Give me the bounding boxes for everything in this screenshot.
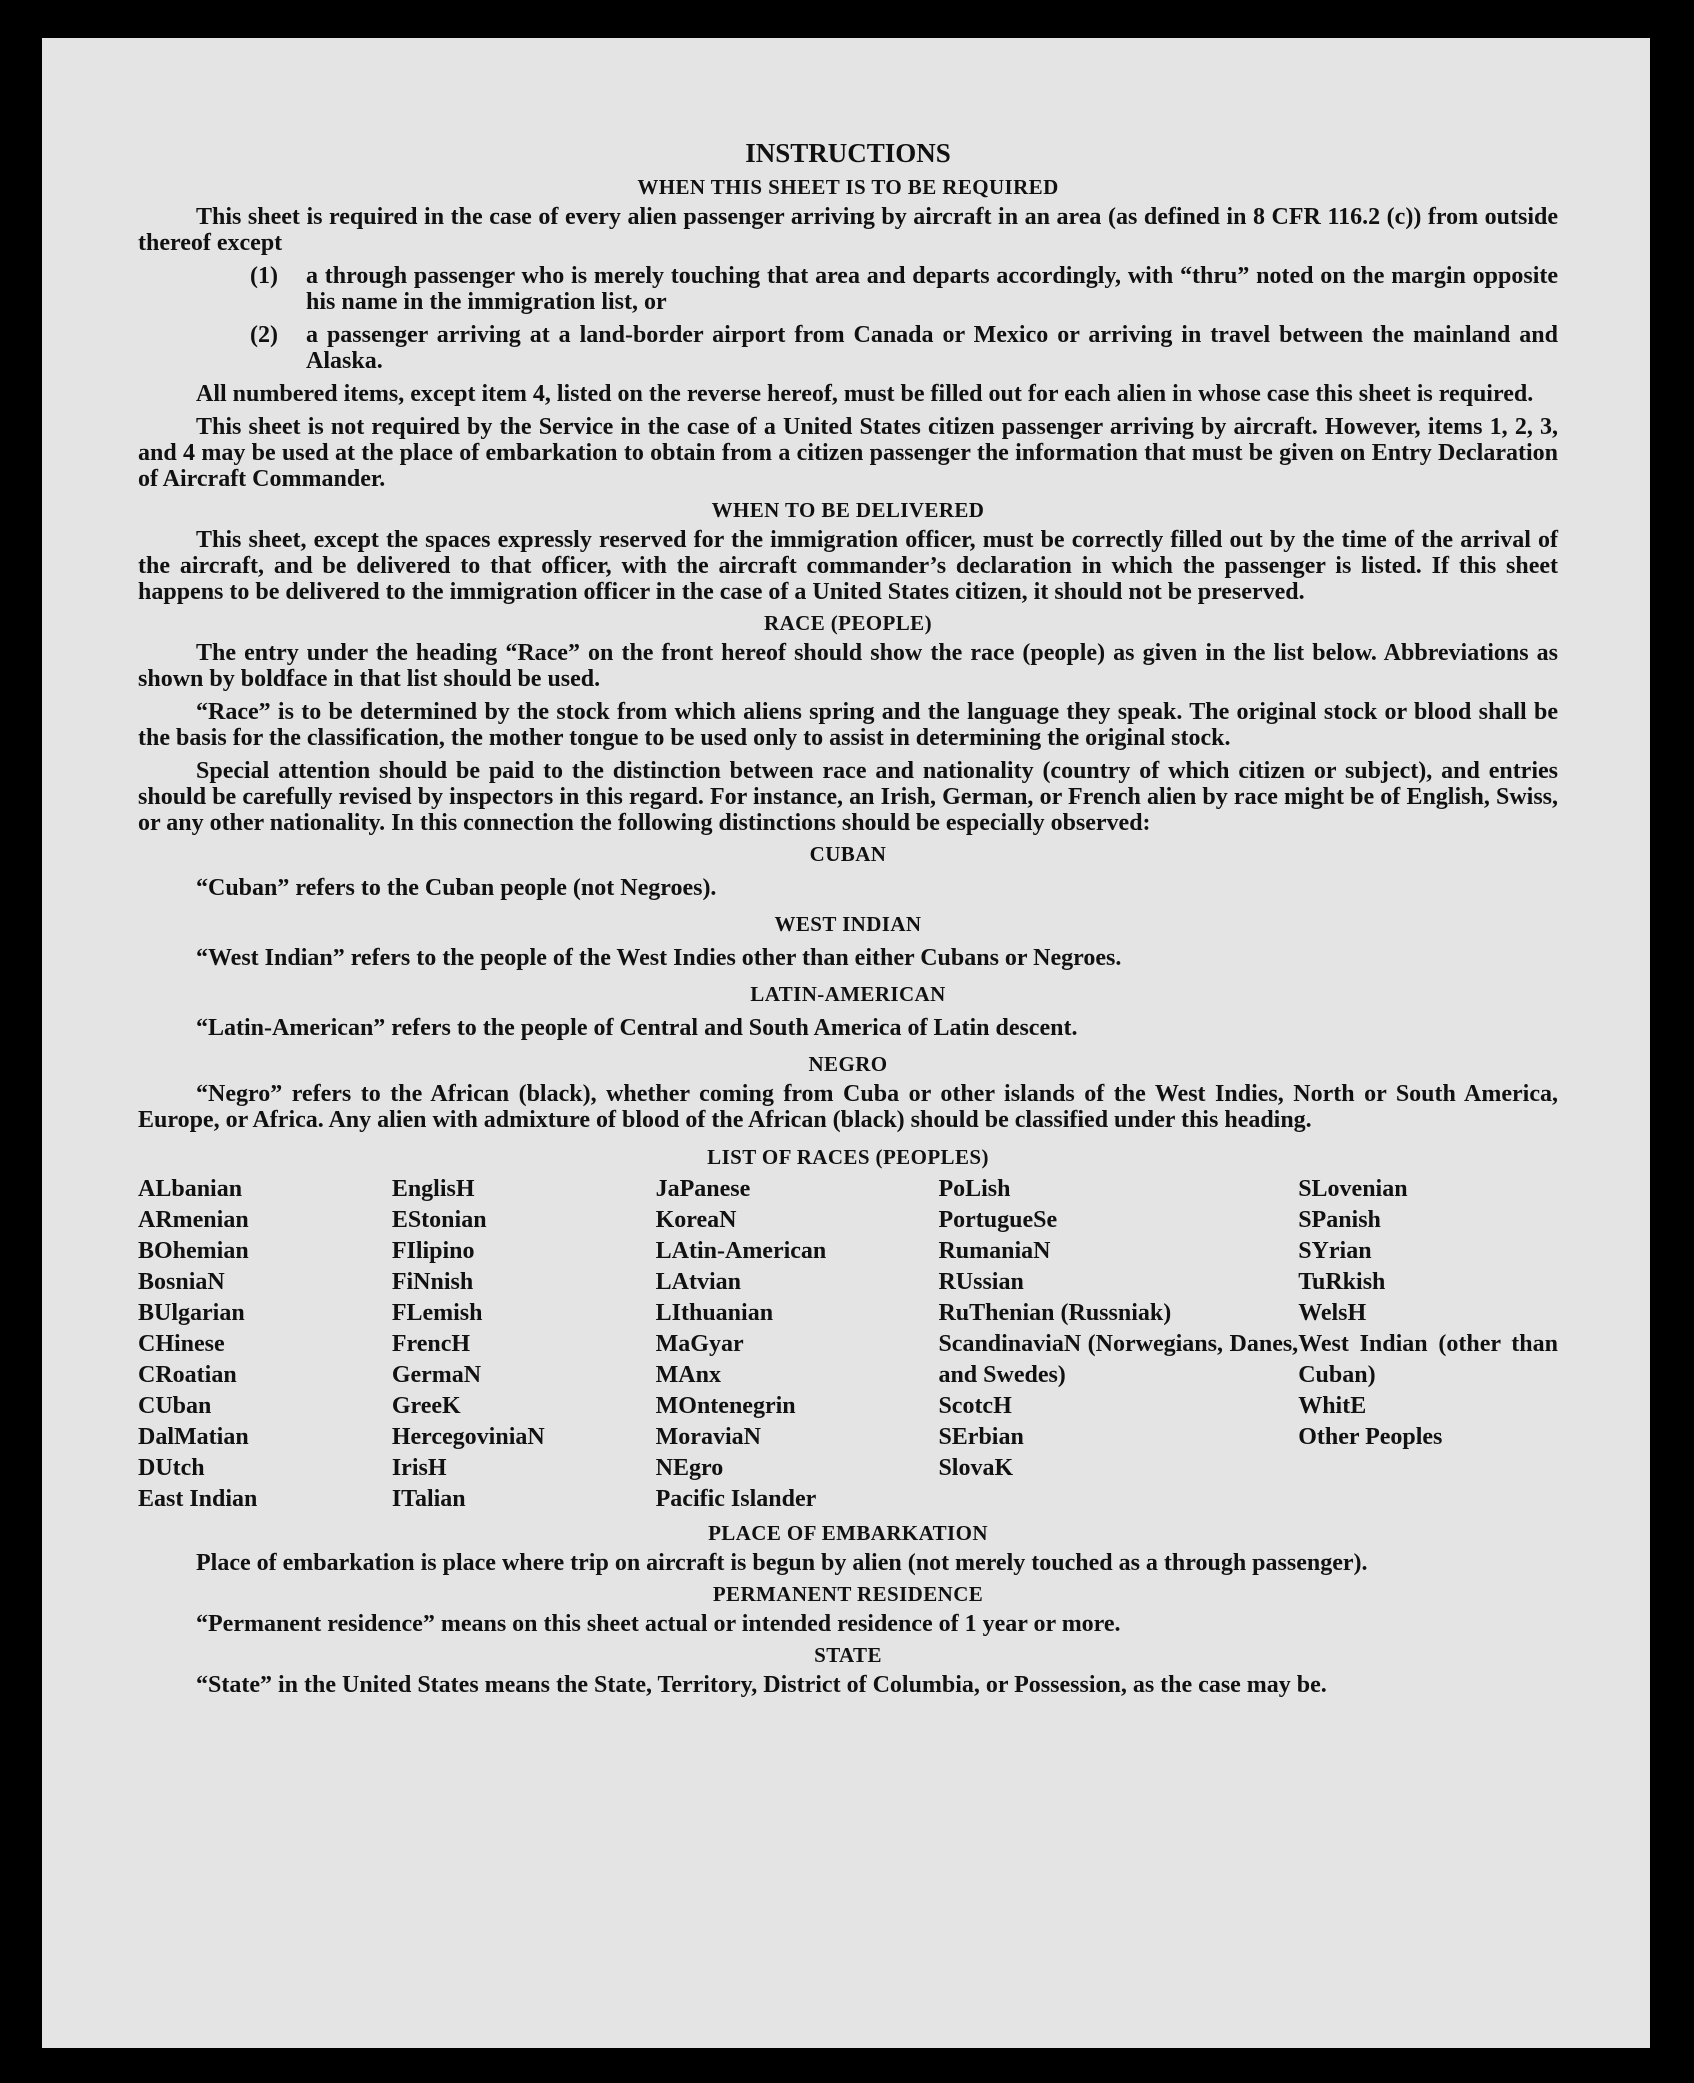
- paragraph: This sheet is required in the case of every alien passenger arriving by aircraft in an area (as defined in 8 CFR 116.2 (c)) from outside thereof except: [138, 204, 1558, 256]
- race-entry: GreeK: [391, 1393, 461, 1419]
- heading-when-required: WHEN THIS SHEET IS TO BE REQUIRED: [637, 175, 1059, 199]
- race-entry: CUban: [138, 1393, 212, 1419]
- races-column-3: [656, 1174, 939, 1515]
- race-entry: LAtvian: [655, 1269, 741, 1295]
- heading-race: RACE (PEOPLE): [764, 611, 932, 635]
- race-entry: MoraviaN: [655, 1424, 761, 1450]
- race-entry: BosniaN: [138, 1269, 225, 1295]
- race-entry: FIlipino: [391, 1238, 475, 1264]
- race-entry: LIthuanian: [655, 1300, 774, 1326]
- race-entry: ALbanian: [138, 1176, 243, 1202]
- races-table: [138, 1174, 1558, 1515]
- race-entry: DalMatian: [138, 1424, 249, 1450]
- heading-latin-american: LATIN-AMERICAN: [750, 982, 946, 1006]
- race-entry: SYrian: [1298, 1238, 1372, 1264]
- race-entry: RumaniaN: [938, 1238, 1051, 1264]
- item-text: a through passenger who is merely touching that area and departs accordingly, with “thru” noted on the margin opposite his name in the immigration list, or: [306, 263, 1558, 315]
- race-entry: SErbian: [938, 1424, 1024, 1450]
- paragraph: This sheet is not required by the Service in the case of a United States citizen passenger arriving by aircraft. However, items 1, 2, 3, and 4 may be used at the place of embarkation to obtain from a citizen passenger the information that must be given on Entry Declaration of Aircraft Commander.: [138, 414, 1558, 492]
- race-entry: CRoatian: [138, 1362, 237, 1388]
- race-entry: SLovenian: [1298, 1176, 1408, 1202]
- race-entry: ITalian: [391, 1486, 466, 1512]
- race-entry: SPanish: [1298, 1207, 1381, 1233]
- list-item: [250, 263, 1558, 315]
- race-entry: CHinese: [138, 1331, 225, 1357]
- race-entry: RuThenian (Russniak): [938, 1300, 1172, 1326]
- race-entry: DUtch: [138, 1455, 205, 1481]
- race-entry: FLemish: [391, 1300, 483, 1326]
- races-column-4: [938, 1174, 1298, 1515]
- heading-embarkation: PLACE OF EMBARKATION: [708, 1521, 988, 1545]
- race-entry: FiNnish: [391, 1269, 474, 1295]
- document-page: [42, 38, 1650, 2048]
- race-entry: MOntenegrin: [655, 1393, 796, 1419]
- race-entry: ARmenian: [138, 1207, 249, 1233]
- race-entry: WhitE: [1298, 1393, 1367, 1419]
- races-column-5: [1298, 1174, 1558, 1515]
- heading-west-indian: WEST INDIAN: [774, 912, 922, 936]
- race-entry: East Indian: [138, 1486, 258, 1512]
- paragraph: Special attention should be paid to the distinction between race and nationality (country of which citizen or subject), and entries should be carefully revised by inspectors in this regard. For instance, an Irish, German, or French alien by race might be of English, Swiss, or any other nationality. In this connection the following distinctions should be especially observed:: [138, 758, 1558, 836]
- race-entry: SlovaK: [938, 1455, 1014, 1481]
- race-entry: MaGyar: [655, 1331, 744, 1357]
- paragraph: “Permanent residence” means on this sheet actual or intended residence of 1 year or more.: [196, 1611, 1121, 1637]
- race-entry: PoLish: [938, 1176, 1011, 1202]
- races-column-1: [138, 1174, 392, 1515]
- item-number: (1): [250, 263, 278, 289]
- paragraph: The entry under the heading “Race” on the front hereof should show the race (people) as given in the list below. Abbreviations as shown by boldface in that list should be used.: [138, 640, 1558, 692]
- heading-state: STATE: [814, 1643, 882, 1667]
- races-column-2: [392, 1174, 656, 1515]
- race-entry: MAnx: [655, 1362, 721, 1388]
- page-title: INSTRUCTIONS: [745, 138, 951, 168]
- heading-negro: NEGRO: [808, 1052, 888, 1076]
- race-entry: GermaN: [391, 1362, 482, 1388]
- definition-negro: “Negro” refers to the African (black), whether coming from Cuba or other islands of the West Indies, North or South America, Europe, or Africa. Any alien with admixture of blood of the African (black) should be classified under this heading.: [138, 1081, 1558, 1133]
- race-entry: EStonian: [391, 1207, 487, 1233]
- definition-cuban: “Cuban” refers to the Cuban people (not Negroes).: [196, 875, 717, 901]
- race-entry: BUlgarian: [138, 1300, 245, 1326]
- paragraph: Place of embarkation is place where trip on aircraft is begun by alien (not merely touched as a through passenger).: [196, 1550, 1368, 1576]
- race-entry: WelsH: [1298, 1300, 1367, 1326]
- race-entry: PortugueSe: [938, 1207, 1058, 1233]
- race-entry: ScotcH: [938, 1393, 1012, 1419]
- race-entry: KoreaN: [655, 1207, 737, 1233]
- race-entry: LAtin-American: [655, 1238, 827, 1264]
- paragraph: “Race” is to be determined by the stock from which aliens spring and the language they speak. The original stock or blood shall be the basis for the classification, the mother tongue to be used only to assist in determining the original stock.: [138, 699, 1558, 751]
- heading-permanent-residence: PERMANENT RESIDENCE: [712, 1582, 984, 1606]
- paragraph: All numbered items, except item 4, listed on the reverse hereof, must be filled out for each alien in whose case this sheet is required.: [196, 381, 1534, 407]
- paragraph: “State” in the United States means the State, Territory, District of Columbia, or Possession, as the case may be.: [196, 1672, 1327, 1698]
- race-entry: JaPanese: [655, 1176, 751, 1202]
- item-text: a passenger arriving at a land-border airport from Canada or Mexico or arriving in travel between the mainland and Alaska.: [306, 322, 1558, 374]
- race-entry: HercegoviniaN: [391, 1424, 545, 1450]
- race-entry: FrencH: [391, 1331, 471, 1357]
- race-entry: Pacific Islander: [655, 1486, 817, 1512]
- paragraph: This sheet, except the spaces expressly reserved for the immigration officer, must be correctly filled out by the time of the arrival of the aircraft, and be delivered to that officer, with the aircraft commander’s declaration in which the passenger is listed. If this sheet happens to be delivered to the immigration officer in the case of a United States citizen, it should not be preserved.: [138, 527, 1558, 605]
- list-item: [250, 322, 1558, 374]
- race-entry: IrisH: [391, 1455, 447, 1481]
- race-entry: TuRkish: [1298, 1269, 1386, 1295]
- race-entry: RUssian: [938, 1269, 1024, 1295]
- heading-cuban: CUBAN: [809, 842, 887, 866]
- definition-latin-american: “Latin-American” refers to the people of Central and South America of Latin descent.: [196, 1015, 1078, 1041]
- item-number: (2): [250, 322, 278, 348]
- heading-list-of-races: LIST OF RACES (PEOPLES): [707, 1145, 989, 1169]
- race-entry: EnglisH: [391, 1176, 475, 1202]
- race-entry: BOhemian: [138, 1238, 249, 1264]
- race-entry: ScandinaviaN (Norwegians, Danes, and Swedes): [938, 1331, 1299, 1388]
- race-entry: West Indian (other than Cuban): [1298, 1331, 1558, 1388]
- heading-when-delivered: WHEN TO BE DELIVERED: [711, 498, 985, 522]
- race-entry: Other Peoples: [1298, 1424, 1443, 1450]
- race-entry: NEgro: [655, 1455, 724, 1481]
- definition-west-indian: “West Indian” refers to the people of the West Indies other than either Cubans or Negroes.: [196, 945, 1122, 971]
